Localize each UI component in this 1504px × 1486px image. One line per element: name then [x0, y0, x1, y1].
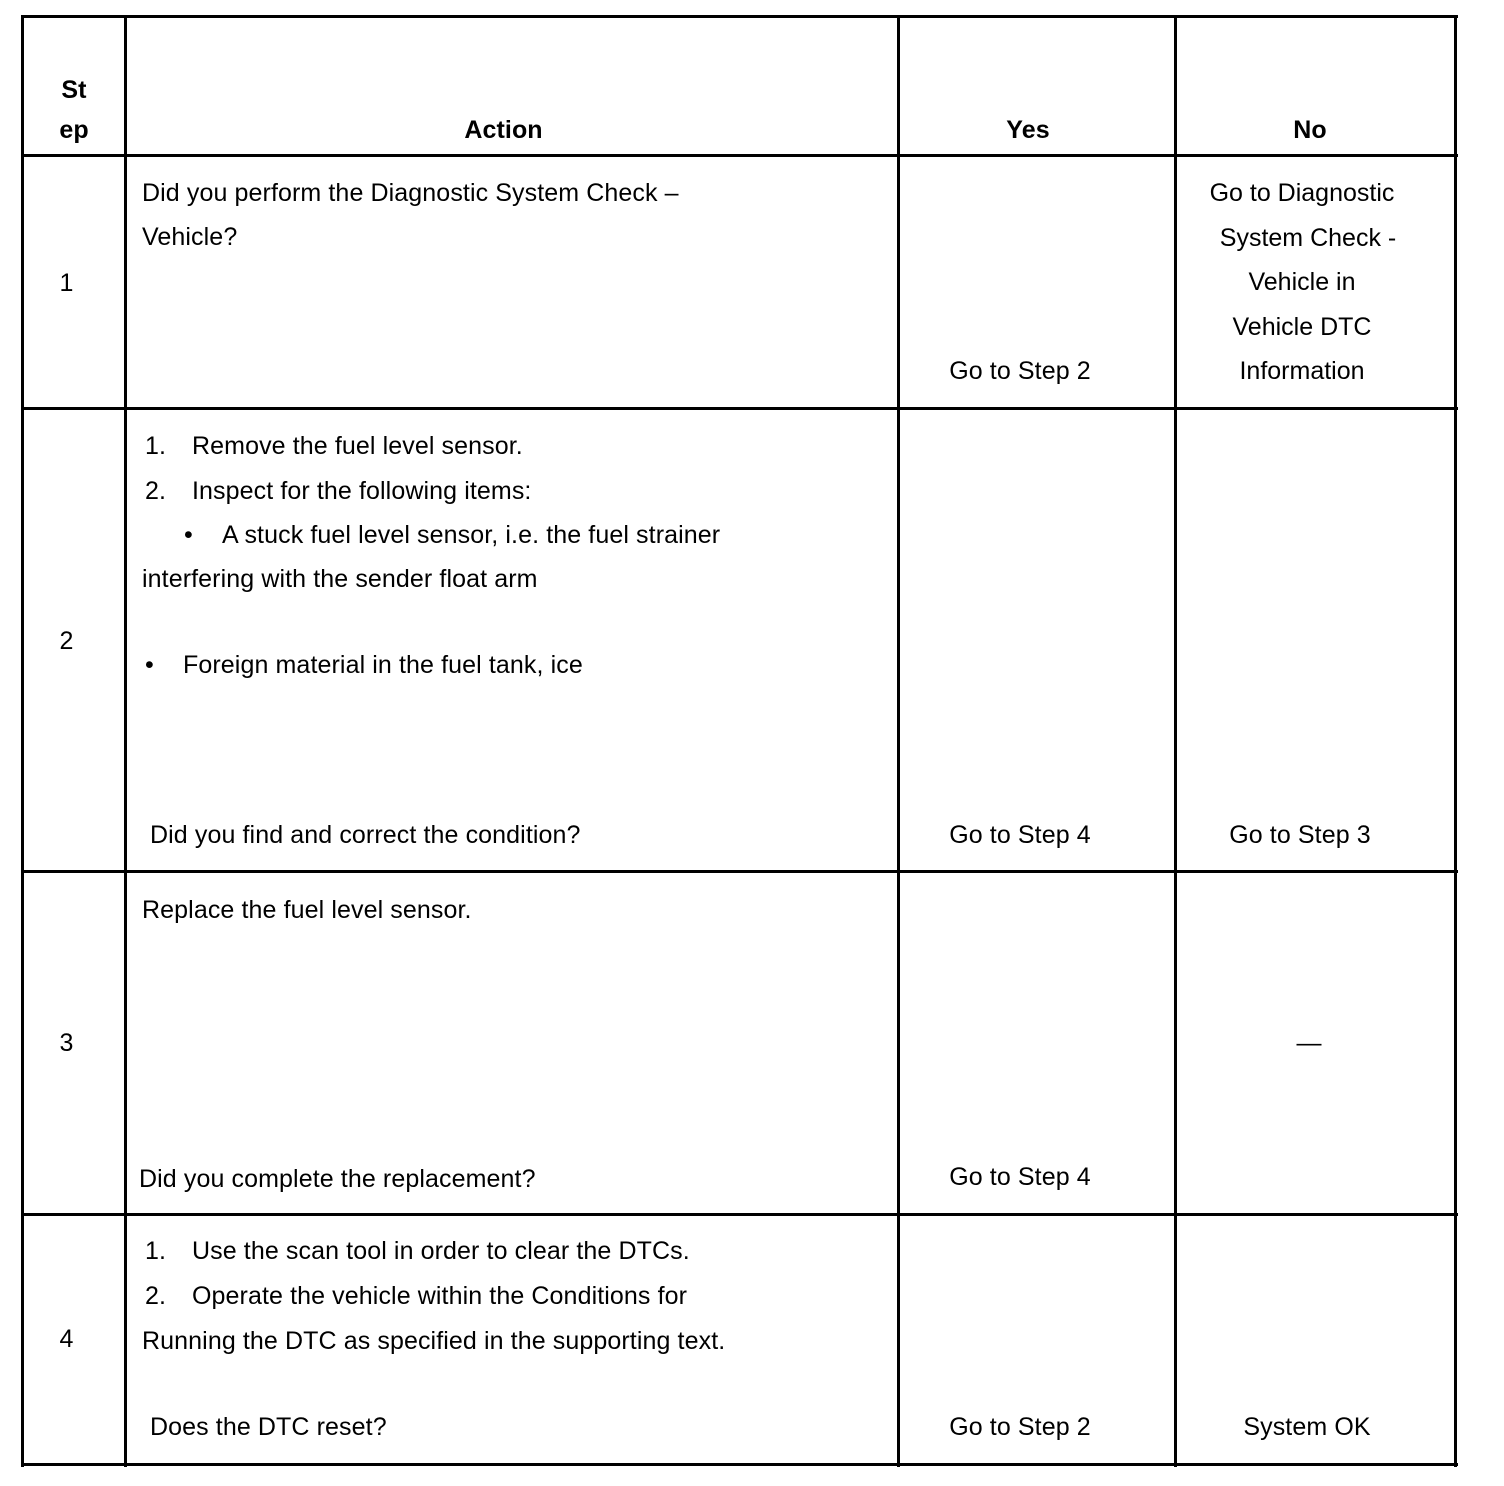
- row-4-item-1: [145, 1229, 690, 1273]
- row-4-item-2-line1: Operate the vehicle within the Conditions for: [192, 1282, 688, 1310]
- bullet-icon: •: [184, 521, 193, 549]
- row-3-question: Did you complete the replacement?: [139, 1165, 536, 1193]
- row-2-step: 2: [59, 627, 74, 655]
- row-2-bottom-line: [21, 870, 1458, 873]
- column-divider-action-yes: [897, 16, 900, 1467]
- row-1-action-line2: Vehicle?: [142, 223, 238, 251]
- row-2-bullet-1: [184, 513, 720, 557]
- row-4-question: Does the DTC reset?: [150, 1413, 387, 1441]
- row-2-question: Did you find and correct the condition?: [150, 821, 581, 849]
- row-2-item-2: [145, 469, 531, 513]
- table-border-bottom: [21, 1463, 1458, 1466]
- row-1-no-line5: Information: [1239, 357, 1365, 385]
- row-1-no-line2: System Check -: [1219, 223, 1397, 252]
- row-2-item-1: [145, 424, 523, 468]
- row-1-no: [1177, 171, 1427, 394]
- row-4-item-2-number: 2.: [145, 1282, 167, 1310]
- header-action: Action: [464, 116, 543, 144]
- row-2-bullet-2-text: Foreign material in the fuel tank, ice: [183, 651, 583, 679]
- row-2-item-2-text: Inspect for the following items:: [192, 477, 532, 505]
- row-2-bullet-1-line1: A stuck fuel level sensor, i.e. the fuel strainer: [222, 521, 721, 549]
- row-1-no-line4: Vehicle DTC: [1232, 312, 1372, 341]
- bullet-icon: •: [145, 651, 154, 679]
- row-3-action-line1: Replace the fuel level sensor.: [142, 896, 472, 924]
- header-yes: Yes: [1006, 116, 1050, 144]
- row-1-no-line1: Go to Diagnostic: [1209, 179, 1395, 207]
- header-step-line2: ep: [59, 116, 89, 144]
- row-1-action-line1: Did you perform the Diagnostic System Check –: [142, 179, 679, 207]
- row-1-step: 1: [59, 269, 74, 297]
- header-bottom-line: [21, 154, 1458, 157]
- column-divider-step-action: [124, 16, 127, 1467]
- table-border-left: [21, 16, 24, 1467]
- row-1-yes: Go to Step 2: [949, 357, 1091, 385]
- row-3-yes: Go to Step 4: [949, 1163, 1091, 1191]
- row-3-no: —: [1296, 1029, 1322, 1057]
- row-2-item-2-number: 2.: [145, 477, 167, 505]
- table-border-right: [1454, 16, 1457, 1467]
- row-4-step: 4: [59, 1325, 74, 1353]
- row-4-yes: Go to Step 2: [949, 1413, 1091, 1441]
- row-2-bullet-1-line2: interfering with the sender float arm: [142, 565, 538, 593]
- row-2-no: Go to Step 3: [1229, 821, 1371, 849]
- header-no: No: [1293, 116, 1327, 144]
- row-1-no-line3: Vehicle in: [1248, 268, 1356, 296]
- row-3-step: 3: [59, 1029, 74, 1057]
- row-4-item-1-number: 1.: [145, 1237, 167, 1265]
- row-2-bullet-2: [145, 643, 583, 687]
- row-2-item-1-text: Remove the fuel level sensor.: [192, 432, 523, 460]
- table-border-top: [21, 15, 1458, 18]
- row-1-bottom-line: [21, 407, 1458, 410]
- row-4-item-2-line2: Running the DTC as specified in the supporting text.: [142, 1327, 726, 1355]
- row-4-item-2: [145, 1274, 687, 1318]
- header-step-line1: St: [61, 76, 87, 104]
- row-2-item-1-number: 1.: [145, 432, 167, 460]
- row-2-yes: Go to Step 4: [949, 821, 1091, 849]
- row-3-bottom-line: [21, 1213, 1458, 1216]
- row-4-item-1-text: Use the scan tool in order to clear the DTCs.: [192, 1237, 690, 1265]
- row-4-no: System OK: [1243, 1413, 1371, 1441]
